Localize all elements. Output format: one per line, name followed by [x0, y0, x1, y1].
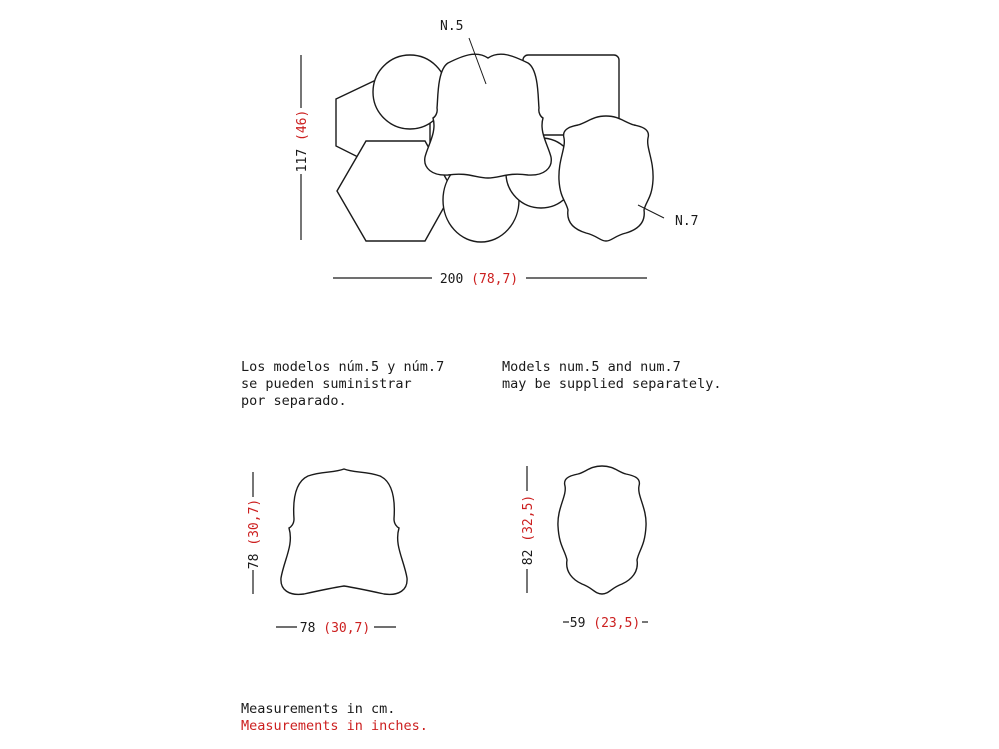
model-7-height-in: (32,5) — [521, 494, 536, 542]
model-7-width-in: (23,5) — [593, 616, 641, 631]
composition-width-label — [440, 272, 518, 287]
model-7-height-cm: 82 — [521, 549, 536, 566]
model-5-height-label — [247, 499, 262, 569]
composition-height-in: (46) — [295, 109, 310, 141]
model-5-width-in: (30,7) — [323, 621, 371, 636]
english-note: Models num.5 and num.7 may be supplied separately. — [502, 359, 722, 392]
spanish-note: Los modelos núm.5 y núm.7 se pueden suministrar por separado. — [241, 359, 445, 409]
composition-height-cm: 117 — [295, 148, 310, 173]
model-7-composition-shape — [559, 116, 653, 241]
composition-height-label — [295, 110, 310, 173]
model-7-shape — [558, 466, 646, 594]
model-5-height-in: (30,7) — [247, 498, 262, 546]
composition-group — [295, 19, 698, 287]
model-5-composition-shape — [425, 54, 552, 178]
model-5-label: N.5 — [440, 19, 464, 34]
model-5-height-cm: 78 — [247, 553, 262, 570]
model-5-shape — [281, 469, 407, 594]
model-7-height-label — [521, 495, 536, 565]
model-7-width-cm: 59 — [569, 616, 586, 631]
legend-cm: Measurements in cm. — [241, 701, 396, 717]
model-5-width-label — [300, 621, 370, 636]
composition-width-in: (78,7) — [471, 272, 519, 287]
model-7-label: N.7 — [675, 214, 699, 229]
composition-width-cm: 200 — [439, 272, 464, 287]
model-7-width-label — [570, 616, 640, 631]
model-5-detail-group — [247, 469, 407, 636]
model-5-width-cm: 78 — [299, 621, 316, 636]
model-7-detail-group — [521, 466, 648, 631]
legend-inches: Measurements in inches. — [241, 718, 428, 734]
